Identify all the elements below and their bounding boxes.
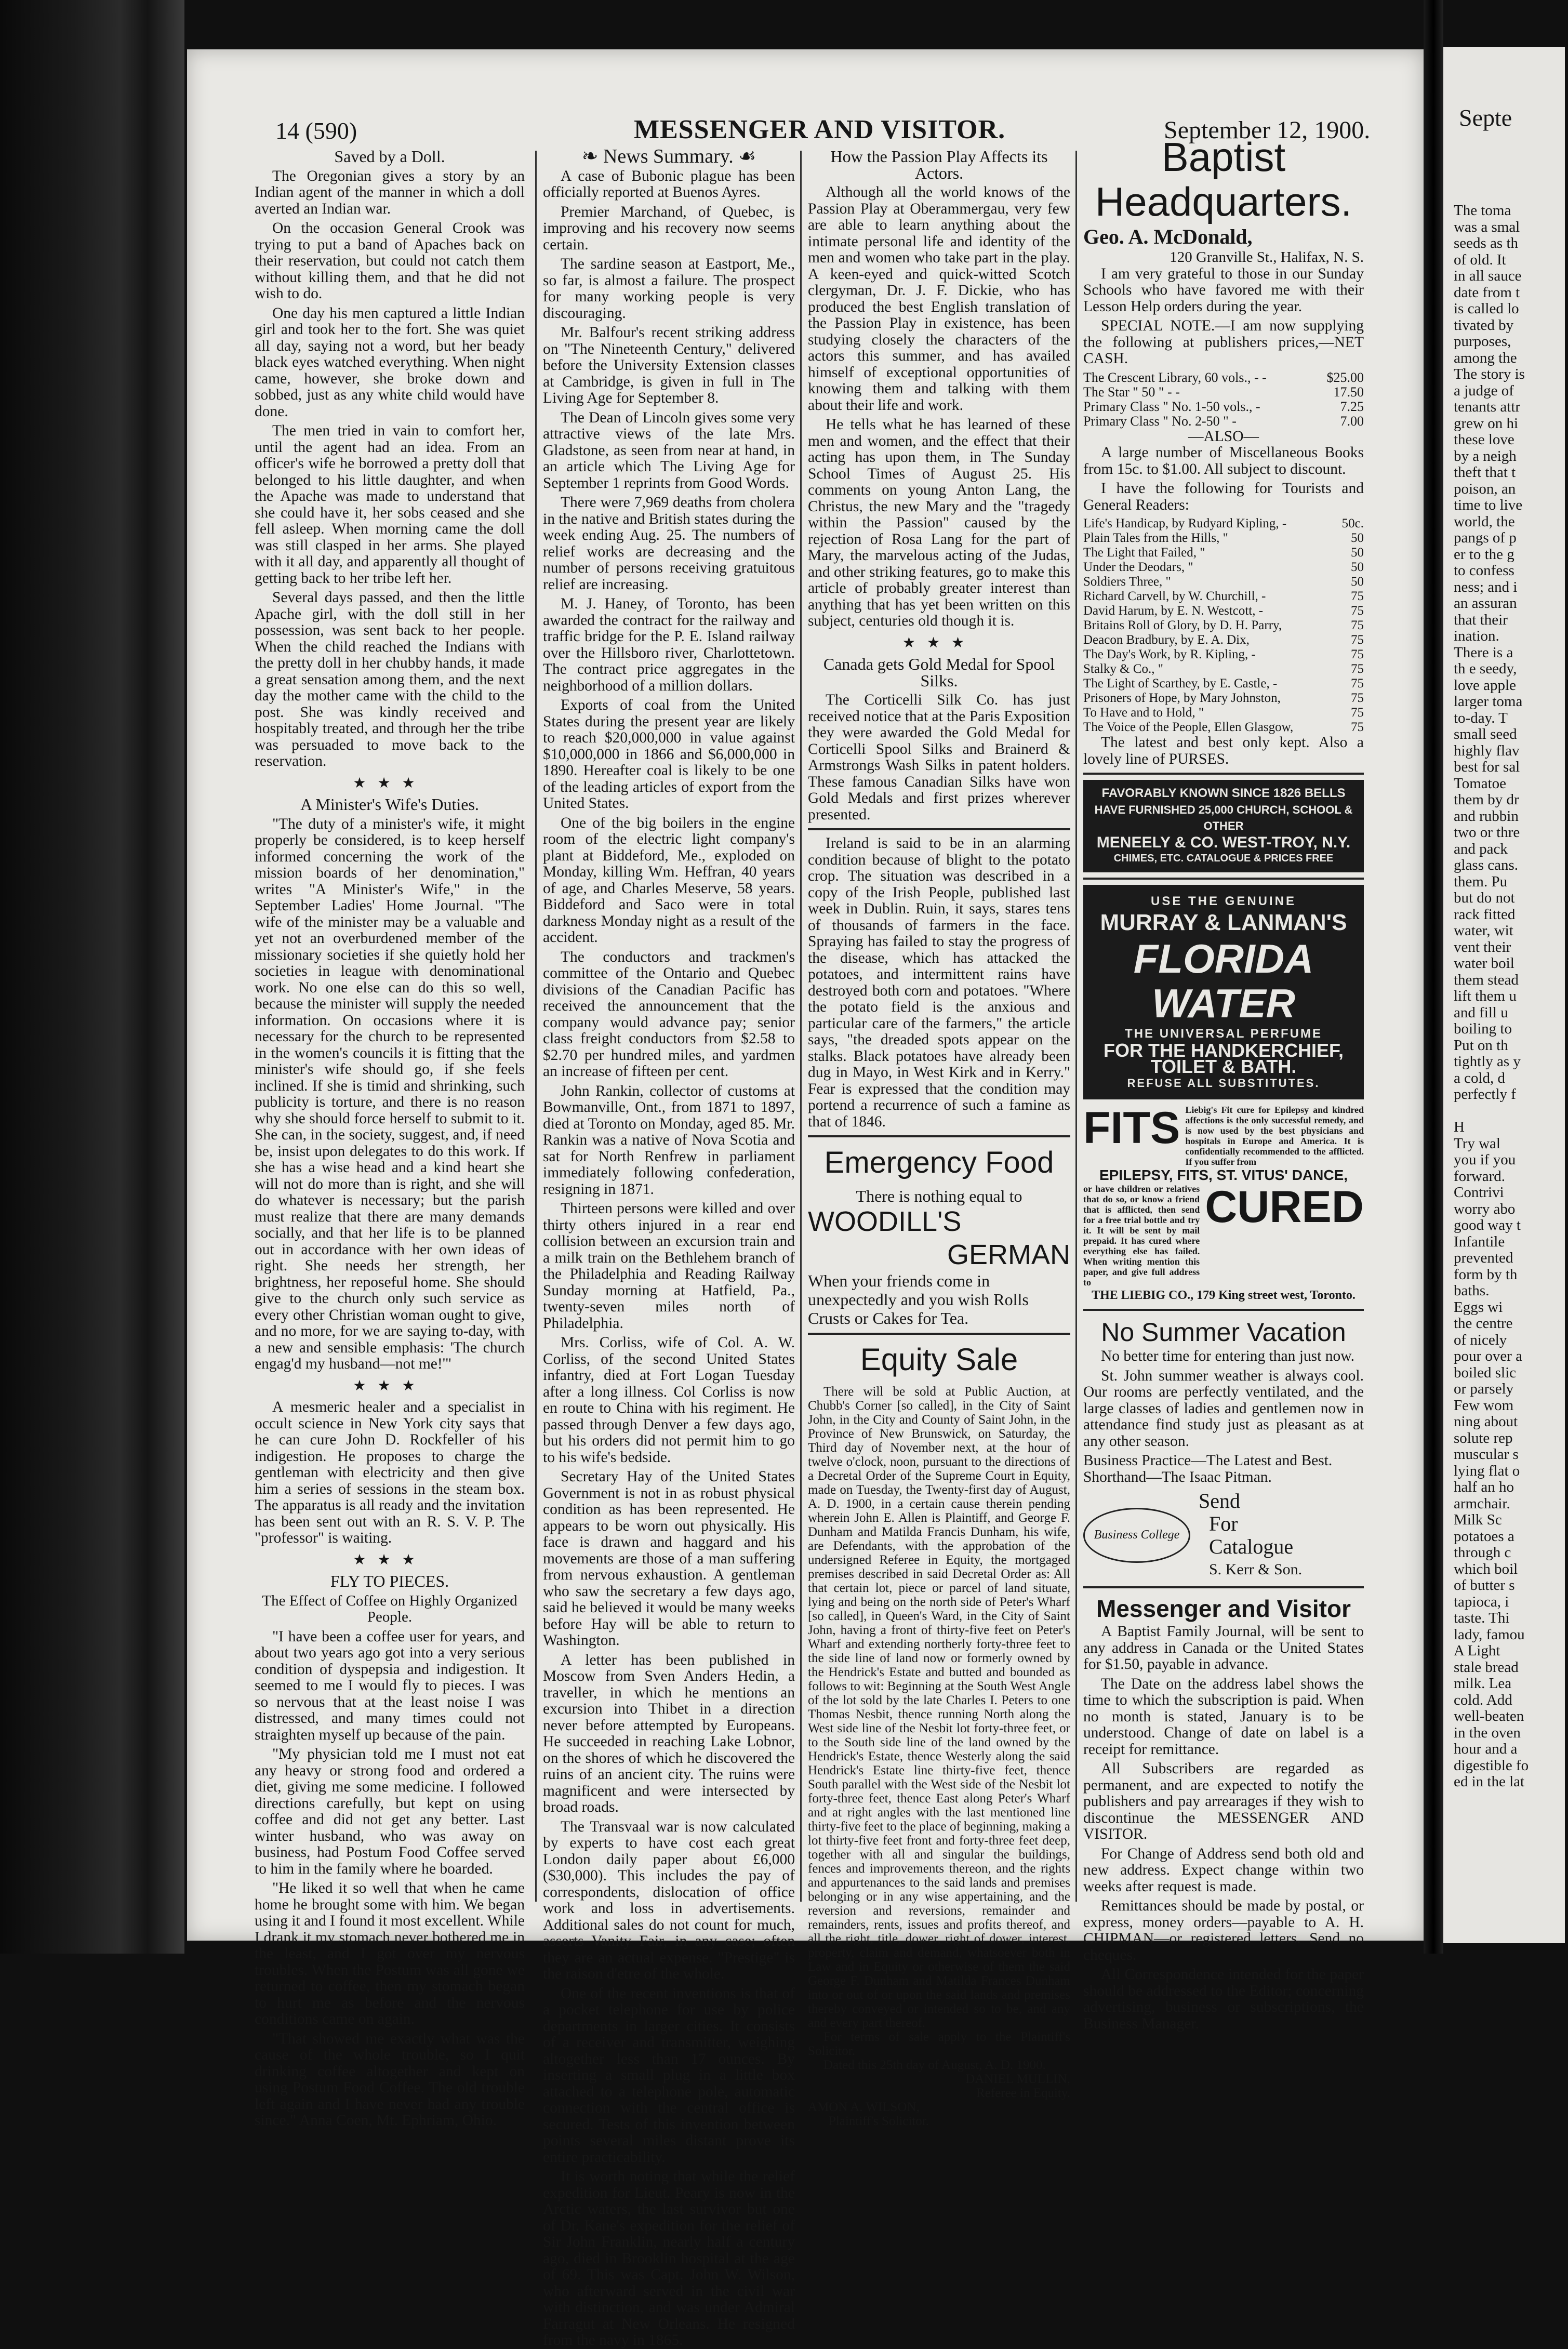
next-page-line: that their [1454,611,1508,628]
book-price: 50 [1351,560,1364,574]
news-item: M. J. Haney, of Toronto, has been awarded the contract for the railway and traffic bridge for the P. E. Island railway over the Hillsboro river, Charlottetown. The contract price aggregates in the neighborhood of a million dollars. [543,595,795,694]
paragraph: A large number of Miscellaneous Books from 15c. to $1.00. All subject to discount. [1083,444,1364,477]
news-item: The Dean of Lincoln gives some very attractive views of the late Mrs. Gladstone, as seen from near at hand, in an article which The Living Age for September 1 reprints from Good Words. [543,409,795,492]
next-page-line: solute rep [1454,1429,1513,1446]
next-page-line: an assuran [1454,595,1517,612]
next-page-line: Few wom [1454,1397,1514,1414]
paragraph: Remittances should be made by postal, or express, money orders—payable to A. H. CHIPMAN—or registered letters. Send no cheques. [1083,1897,1364,1963]
paragraph: A mesmeric healer and a specialist in occult science in New York city says that he can cure John D. Rockfeller of his indigestion. He proposes to charge the gentleman with electricity and then give him a series of sessions in the steam box. The apparatus is all ready and the invitation has been sent out with an R. S. V. P. The "professor" is waiting. [255,1399,525,1546]
issue-date: September 12, 1900. [1164,116,1371,144]
next-page-line: stale bread [1454,1658,1519,1676]
book-title: The Light that Failed, " [1083,546,1205,560]
section-divider: ★★★ [353,775,427,791]
paragraph: Business Practice—The Latest and Best. [1083,1452,1333,1469]
book-row [1083,662,1364,676]
book-row [1083,676,1364,691]
emergency-food-ad [808,1145,1070,1328]
column-2 [543,145,795,2348]
paragraph: Although all the world knows of the Passion Play at Oberammergau, very few are able to learn anything about the intimate personal life and identity of the men and women who take part in the play. A keen-eyed and quick-witted Scotch clergyman, Dr. J. F. Dickie, who has produced the best English translation of the Passion Play in existence, has been studying closely the characters of the actors this summer, and has availed himself of exceptional opportunities of knowing them and talking with them about their life and work. [808,184,1070,414]
next-page-line: milk. Lea [1454,1675,1512,1692]
book-title: The Light of Scarthey, by E. Castle, - [1083,676,1278,691]
next-page-line: two or thre [1454,824,1520,841]
next-page-line: the centre [1454,1315,1513,1332]
price-item: The Crescent Library, 60 vols., - - [1083,369,1267,385]
article-title: Saved by a Doll. [334,147,445,166]
book-price: 75 [1351,706,1364,720]
book-price: 75 [1351,633,1364,647]
bells-ad [1083,780,1364,872]
paragraph: One day his men captured a little Indian girl and took her to the fort. She was quiet all day, saying not a word, but her beady black eyes watched everything. When night came, however, she broke down and sobbed, just as any white child would have done. [255,304,525,420]
fits-ad [1083,1105,1364,1304]
column-3 [808,145,1070,2128]
book-title: Deacon Bradbury, by E. A. Dix, [1083,633,1250,647]
page-number: 14 (590) [275,117,357,144]
book-row [1083,575,1364,589]
price-list [1083,370,1364,429]
next-page-line: water boil [1454,955,1514,972]
next-page-line: is called lo [1454,300,1519,317]
fw-line: REFUSE ALL SUBSTITUTES. [1127,1076,1320,1090]
book-title: Life's Handicap, by Rudyard Kipling, - [1083,516,1287,530]
article-title: Canada gets Gold Medal for Spool Silks. [823,655,1055,690]
next-page-line: tapioca, i [1454,1593,1509,1610]
paragraph: For Change of Address send both old and new address. Expect change within two weeks after request is made. [1083,1845,1364,1895]
ornament-icon: ❧ [581,145,603,167]
next-page-line: a judge of [1454,382,1514,399]
divider [1083,773,1364,775]
paragraph: On the occasion General Crook was trying to put a band of Apaches back on their reservation, but could not catch them without killing them, and that he did not wish to do. [255,220,525,302]
next-page-line: worry abo [1454,1200,1516,1217]
column-4 [1083,134,1364,2032]
next-page-line: H [1454,1119,1465,1135]
book-title: Under the Deodars, " [1083,560,1193,574]
next-page-line: lying flat o [1454,1462,1520,1479]
article-title: A Minister's Wife's Duties. [300,795,479,814]
next-page-line: The story is [1454,366,1525,382]
next-page-line: ination. [1454,628,1499,644]
price-row [1083,400,1364,414]
next-page-line: to confess [1454,562,1514,579]
next-page-line: th e seedy, [1454,660,1517,677]
next-page-line: water, wit [1454,922,1513,939]
next-page-line: or parsely [1454,1381,1514,1397]
paragraph: Several days passed, and then the little Apache girl, with the doll still in her possession, was sent back to her people. When the child reached the Indians with the pretty doll in her chubby hands, it made a great sensation among them, and the next day the mother came with the child to the post. She was kindly received and hospitably treated, and through her the tribe was persuaded to move back to the reservation. [255,589,525,769]
next-page-line: Contrivi [1454,1184,1504,1201]
article-title: How the Passion Play Affects its Actors. [830,147,1048,182]
next-page-line: digestible fo [1454,1757,1529,1774]
book-title: Stalky & Co., " [1083,662,1163,676]
next-page-column [1454,203,1568,1790]
next-page-line: purposes, [1454,333,1511,350]
book-price: 75 [1351,618,1364,632]
price-value: $25.00 [1326,369,1364,385]
next-page-line: theft that t [1454,464,1516,481]
next-page-line: boiling to [1454,1020,1512,1037]
paragraph: Shorthand—The Isaac Pitman. [1083,1468,1272,1485]
next-page-line: highly flav [1454,742,1520,759]
ad-line: There is nothing equal to [856,1187,1022,1205]
paragraph: Ireland is said to be in an alarming condition because of blight to the potato crop. The situation was described in a copy of the Irish People, published last week in Dublin. Ruin, it says, stares tens of thousands of farmers in the face. Spraying has failed to stay the progress of the disease, which has attacked the potatoes, and intermittent rains have destroyed both corn and potatoes. "Where the potato field is the anxious and particular care of the farmers," the article says, "the dreaded spots appear on the stalks. Black potatoes have already been dug in Mayo, in West Kirk and in Kerry." Fear is expressed that the condition may portend a recurrence of such a famine as that of 1846. [808,835,1070,1130]
next-page-line: cold. Add [1454,1691,1512,1708]
solicitor-name: AMON A. WILSON, [808,2100,920,2114]
next-page-line: in all sauce [1454,268,1522,284]
price-value: 7.25 [1340,399,1364,414]
next-page-line: form by th [1454,1266,1518,1283]
next-page-line: baths. [1454,1282,1490,1299]
book-price: 75 [1351,720,1364,734]
next-page-line: poison, an [1454,480,1516,497]
next-page-line: forward. [1454,1167,1506,1185]
paragraph: St. John summer weather is always cool. Our rooms are perfectly ventilated, and the large classes of ladies and gentlemen now in attendance find study just as pleasant as at any other season. [1083,1367,1364,1450]
news-item: Thirteen persons were killed and over thirty others injured in a rear end collision between an excursion train and a milk train on the Bethlehem branch of the Philadelphia and Reading Railway Sunday morning at Hatfield, Pa., twenty-seven miles north of Philadelphia. [543,1200,795,1332]
next-page-line: prevented [1454,1250,1513,1266]
section-title: ❧ News Summary. ☙ [581,145,756,167]
next-page-line: them by dr [1454,791,1519,808]
book-row [1083,546,1364,560]
section-divider: ★★★ [353,1551,427,1568]
book-price: 50 [1351,546,1364,560]
price-item: The Star " 50 " - - [1083,384,1180,400]
merchant-name: Geo. A. McDonald, [1083,225,1253,248]
news-item: The Transvaal war is now calculated by experts to have cost each great London daily paper about £6,000 ($30,000). This includes the pay of correspondents, dislocation of office work and loss in advertisements. Additional sales do not count for much, asserts Vanity Fair, in any case; often they are an actual expense. "Prestige" is the raison d'etre of the whole. [543,1818,795,1982]
next-page-line: Infantile [1454,1233,1505,1250]
paragraph: All Correspondence intended for the paper should be addressed to the Editor; concerning advertising, business or subscriptions, the Business Manager. [1083,1966,1364,2032]
paragraph: "He liked it so well that when he came home he brought some with him. We began using it and I found it most excellent. While I drank it my stomach never bothered me in the least, and I got over my nervous troubles. When the Postum was all gone we returned to coffee, then my stomach began to hurt me as before and the nervous conditions came on again. [255,1880,525,2027]
next-page-line: to-day. T [1454,709,1508,726]
fw-product: FLORIDA [1133,936,1314,981]
next-page-line: seeds as th [1454,235,1519,251]
paragraph: I have the following for Tourists and General Readers: [1083,480,1364,513]
next-page-line: and fill u [1454,1004,1508,1021]
next-page-line: tenants attr [1454,399,1521,415]
ad-headline: Baptist [1161,134,1286,180]
fits-text: or have children or relatives that do so, or know a friend that is afflicted, then send for a free trial bottle and try it. It will be sent by mail prepaid. It has cured where everything else has failed. When writing mention this paper, and give full address to [1083,1183,1200,1288]
next-page-line: world, the [1454,513,1515,530]
business-college-logo: Business College [1083,1508,1190,1563]
vacation-title: No Summer Vacation [1101,1318,1346,1347]
book-row [1083,647,1364,662]
ad-line: When your friends come in unexpectedly and you wish Rolls Crusts or Cakes for Tea. [808,1271,1029,1328]
next-page-line: these love [1454,431,1514,448]
next-page-line: best for sal [1454,759,1520,775]
paragraph: No better time for entering than just now. [1101,1348,1354,1364]
equity-terms: For terms of sale apply to the Plaintiff's Solicitor. [808,2029,1070,2058]
book-price: 75 [1351,647,1364,661]
book-title: To Have and to Hold, " [1083,706,1204,720]
book-price: 75 [1351,662,1364,676]
next-page-line: hour and a [1454,1741,1518,1757]
ad-brand: WOODILL'S [808,1205,962,1237]
paragraph: The Date on the address label shows the time to which the subscription is paid. When no month is stated, January is to be understood. Change of date on label is a receipt for remittance. [1083,1675,1364,1758]
paragraph: All Subscribers are regarded as permanent, and are expected to notify the publishers and pay arrearages if they wish to discontinue the MESSENGER AND VISITOR. [1083,1760,1364,1842]
mv-title: Messenger and Visitor [1096,1595,1351,1622]
next-page-line: boiled slic [1454,1364,1517,1381]
news-item: Exports of coal from the United States during the present year are likely to reach $20,000,000 in value against $10,000,000 in 1866 and $6,000,000 in 1890. Hereafter coal is likely to be one of the leading articles of export from the United States. [543,697,795,812]
next-page-line: time to live [1454,497,1523,513]
article-subtitle: The Effect of Coffee on Highly Organized People. [262,1592,517,1625]
next-page-line: Milk Sc [1454,1511,1502,1528]
next-page-line: potatoes a [1454,1528,1514,1545]
next-page-line: Put on th [1454,1037,1508,1054]
bells-line: MENEELY & CO. WEST-TROY, N.Y. [1096,833,1351,851]
next-page-line: glass cans. [1454,857,1519,873]
book-row [1083,720,1364,735]
divider [808,1333,1070,1335]
ad-title: Emergency Food [824,1146,1054,1179]
next-page-line: well-beaten [1454,1708,1524,1724]
news-item: John Rankin, collector of customs at Bowmanville, Ont., from 1871 to 1897, died at Toronto on Monday, aged 85. Mr. Rankin was a native of Nova Scotia and sat for North Renfrew in parliament immediately following confederation, resigning in 1871. [543,1082,795,1198]
fits-cured: CURED [1205,1182,1364,1232]
column-1 [255,145,525,2129]
book-row [1083,618,1364,633]
section-divider: ★★★ [353,1377,427,1394]
next-page-header: Septe [1459,104,1512,131]
book-row [1083,516,1364,531]
next-page-line: a cold, d [1454,1069,1506,1086]
price-value: 17.50 [1333,384,1364,400]
book-title: Soldiers Three, " [1083,575,1171,589]
next-page-line: pangs of p [1454,529,1517,546]
bells-line: CHIMES, ETC. CATALOGUE & PRICES FREE [1113,853,1334,864]
price-row [1083,385,1364,400]
book-price: 50c. [1341,516,1364,530]
book-row [1083,531,1364,546]
referee-title: Referee in Equity. [976,2086,1070,2100]
next-page-line: date from t [1454,284,1520,301]
next-page-line: Try wal [1454,1135,1500,1152]
divider [808,828,1070,830]
book-title: Richard Carvell, by W. Churchill, - [1083,589,1266,603]
next-page-line: of nicely [1454,1331,1507,1348]
next-page-line: by a neigh [1454,447,1517,465]
book-binding [0,0,184,1954]
divider [1083,1586,1364,1588]
ornament-icon: ☙ [733,145,756,167]
next-page-line: tightly as y [1454,1053,1521,1070]
next-page-line: grew on hi [1454,415,1519,432]
masthead: MESSENGER AND VISITOR. [634,115,1006,144]
next-page-line: larger toma [1454,693,1523,710]
column-rule [535,151,537,1902]
book-row [1083,604,1364,618]
fits-text: Liebig's Fit cure for Epilepsy and kindred affections is the only successful remedy, and is now used by the best physicians and hospitals in Europe and America. It is confidentially recommended to the afflicted. If you suffer from [1185,1105,1364,1167]
next-page-line: half an ho [1454,1479,1514,1495]
paragraph: I am very grateful to those in our Sunday Schools who have favored me with their Lesson Help orders during the year. [1083,265,1364,315]
merchant-address: 120 Granville St., Halifax, N. S. [1170,249,1364,266]
price-row [1083,414,1364,429]
next-page-line: ness; and i [1454,578,1518,595]
fits-conditions: EPILEPSY, FITS, ST. VITUS' DANCE, [1099,1167,1348,1183]
florida-water-ad [1083,885,1364,1100]
also-label: —ALSO— [1188,428,1259,445]
next-page-line: ning about [1454,1413,1518,1430]
next-page-line: The toma [1454,202,1511,219]
next-page-line [1454,1103,1568,1120]
book-title: David Harum, by E. N. Westcott, - [1083,604,1264,618]
next-page-line: lady, famou [1454,1626,1525,1643]
equity-sale-notice: There will be sold at Public Auction, at Chubb's Corner [so called], in the City of Saint John, in the City and County of Saint John, in the Province of New Brunswick, on Saturday, the Third day of November next, at the hour of twelve o'clock, noon, pursuant to the directions of a Decretal Order of the Supreme Court in Equity, made on Tuesday, the Twenty-first day of August, A. D. 1900, in a certain cause therein pending wherein John E. Allen is Plaintiff, and George F. Dunham and Matilda Francis Dunham, his wife, are Defendants, with the approbation of the undersigned Referee in Equity, the mortgaged premises described in said Decretal Order as: All that certain lot, piece or parcel of land situate, lying and being on the north side of Peter's Wharf [so called], in Queen's Ward, in the City of Saint John, having a front of thirty-five feet on Peter's Wharf and extending northerly forty-three feet to the side line of land now or formerly owned by the Hendrick's Estate and butted and bounded as follows to wit: Beginning at the South West Angle of the lot sold by the late Charles I. Peters to one Thomas Nesbit, thence running North along the West side line of the Nesbit lot forty-three feet, or to the South side line of the land owned by the Hendrick's Estate, thence Westerly along the said Hendrick's Estate line thirty-five feet, thence South parallel with the West side of the Nesbit lot forty-three feet, thence East along Peter's Wharf and at right angles with the last mentioned line thirty-five feet to the place of beginning, making a lot thirty-five feet front and forty-three feet deep, together with all and singular the buildings, fences and improvements thereon, and the rights and appurtenances to the said lands and premises belonging or in any wise appertaining, and the reversion and reversions, remainder and remainders, rents, issues and profits thereof, and all the right, title, dower, right of dower, interest, property, claim and demand, whatsoever both in Law and in Equity or otherwise of them the said George F. Dunham and Matilda Frances Dunham into or out of or upon the said lands and premises thereby conveyed or intended so to be, and any and every part thereof. [808,1384,1070,2030]
divider [808,1135,1070,1137]
next-page-line: Tomatoe [1454,775,1507,792]
news-item: There were 7,969 deaths from cholera in the native and British states during the week ending Aug. 25. The numbers of relief works are decreasing and the number of persons receiving gratuitous relief are increasing. [543,494,795,593]
section-divider: ★★★ [902,634,976,651]
book-title: Britains Roll of Glory, by D. H. Parry, [1083,618,1282,632]
divider [1083,1309,1364,1311]
paragraph: The latest and best only kept. Also a lovely line of PURSES. [1083,734,1364,767]
next-page-line: in the oven [1454,1724,1521,1741]
book-price: 75 [1351,604,1364,618]
paragraph: "That showed me exactly what was the cause of the whole trouble, so I quit drinking coffee altogether and kept on using Postum Food Coffee. The old trouble left again and I have never had any trouble since." Anna Coen, Mt. Ephriam, Ohio. [255,2030,525,2129]
paragraph: "I have been a coffee user for years, and about two years ago got into a very serious condition of dyspepsia and indigestion. It seemed to me I would fly to pieces. I was so nervous that at the least noise I was distressed, and many times could not straighten myself up because of the pain. [255,1628,525,1743]
next-page-line: Eggs wi [1454,1298,1503,1316]
next-page-line: There is a [1454,644,1513,661]
kerr-label: S. Kerr & Son. [1209,1561,1303,1578]
next-page-line: ed in the lat [1454,1773,1525,1790]
price-item: Primary Class " No. 1-50 vols., - [1083,399,1260,414]
next-page-line: love apple [1454,676,1516,694]
paragraph: "My physician told me I must not eat any heavy or strong food and ordered a diet, giving me some medicine. I followed directions carefully, but kept on using coffee and did not get any better. Last winter husband, who was away on business, had Postum Food Coffee served to him in the family where he boarded. [255,1746,525,1877]
book-row [1083,706,1364,720]
ad-brand: GERMAN [947,1239,1070,1270]
next-page-line: pour over a [1454,1348,1523,1364]
next-page-line: taste. Thi [1454,1610,1510,1626]
next-page-line: of butter s [1454,1577,1515,1594]
paragraph: "The duty of a minister's wife, it might properly be considered, is to keep herself informed concerning the work of the mission boards of her denomination," writes "A Minister's Wife," in the September Ladies' Home Journal. "The wife of the minister may be a valuable and yet not an overburdened member of the missionary societies if she quietly hold her societies in league with denominational work. No one else can do this so well, because the minister will supply the needed information. On occasions where it is necessary for the church to be represented in the women's councils it is fitting that the minister's wife should go, if she feels inclined. If she is timid and shrinking, such publicity is torture, and there is no reason why she should force herself to submit to it. She can, in the society, suggest, and, if need be, insist upon delegates to do this work. If she has a wise head and a kind heart she will not do more than is right, and she will do whatever is necessary; but the parish must realize that there are many demands socially, and that her life is to be planned out in accordance with her own ideas of right. She needs her strength, her brightness, her reposeful home. She should give to the church only such service as every other Christian woman ought to give, and no more, for we are saying to-day, with a new and sensible emphasis: 'The church engag'd my husband—not me!'" [255,815,525,1372]
book-price: 75 [1351,676,1364,691]
bells-line: FAVORABLY KNOWN SINCE 1826 BELLS [1101,786,1346,800]
paragraph: The Corticelli Silk Co. has just received notice that at the Paris Exposition they were awarded the Gold Medal for Corticelli Spool Silks and Brainerd & Armstrongs Wash Silks in patent holders. These famous Canadian Silks have won Gold Medals and first prizes wherever presented. [808,692,1070,823]
bells-line: HAVE FURNISHED 25,000 CHURCH, SCHOOL & OTHER [1094,803,1353,832]
referee-name: DANIEL MULLIN, [965,2072,1070,2086]
next-page-line: perfectly f [1454,1086,1516,1103]
fw-brand: MURRAY & LANMAN'S [1100,910,1347,935]
equity-dated: Dated this 25th day of August, A. D. 1900. [823,2058,1046,2072]
fw-line: USE THE GENUINE [1150,894,1297,908]
article-title: FLY TO PIECES. [330,1572,449,1590]
paragraph: He tells what he has learned of these men and women, and the effect that their acting has upon them, in The Sunday School Times of August 25. His comments on young Anton Lang, the Christus, the new Mary and the "tragedy within the Passion" caused by the rejection of Rosa Lang for the part of Mary, the marvelous acting of the Judas, and other striking features, go to make this article of probably greater interest than anything that has yet been written on this subject, centuries old though it is. [808,416,1070,629]
next-page-line: small seed [1454,726,1517,742]
book-title: The Day's Work, by R. Kipling, - [1083,647,1256,661]
news-item: One of the big boilers in the engine room of the electric light company's plant at Biddeford, Me., exploded on Monday, killing Wm. Heffran, 40 years of age, and Charles Meserve, 58 years. Biddeford and Saco were in total darkness Monday night as a result of the accident. [543,814,795,946]
news-item: The sardine season at Eastport, Me., so far, is almost a failure. The prospect for many working people is very discouraging. [543,256,795,322]
next-page-line: among the [1454,349,1517,366]
divider [1083,878,1364,880]
fw-product: WATER [1152,980,1295,1026]
solicitor-title: Plaintiff's Solicitor. [829,2114,929,2128]
book-title: Prisoners of Hope, by Mary Johnston, [1083,691,1281,705]
next-page-line: which boil [1454,1560,1518,1577]
next-page-line: and rubbin [1454,807,1519,825]
catalogue-label: Catalogue [1209,1535,1294,1558]
news-item: It is worth noting that while the relief expedition for Lieut. Peary is now in the Arctic waters, the last survivor but one of Dr. Kane's expedition for the relief of Sir John Franklin, nearly half a century ago, died in Brooklin hospital at the age of 69. This was Capt. John W. Wilson, who afterward served in the civil war with distinction, and was under Admiral Farragut at New Orleans. He resigned from the navy in 1865. [543,2168,795,2348]
price-item: Primary Class " No. 2-50 " - [1083,413,1237,429]
fw-line: FOR THE HANDKERCHIEF, [1103,1039,1344,1061]
book-price: 50 [1351,531,1364,545]
fits-headline: FITS [1083,1103,1180,1153]
book-row [1083,589,1364,604]
paragraph: A Baptist Family Journal, will be sent to any address in Canada or the United States for $1.50, payable in advance. [1083,1623,1364,1673]
news-item: Premier Marchand, of Quebec, is improving and his recovery now seems certain. [543,203,795,253]
fw-line: TOILET & BATH. [1150,1056,1297,1077]
news-item: A letter has been published in Moscow from Sven Anders Hedin, a traveller, in which he mentions an excursion into Thibet in a direction never before attempted by Europeans. He succeeded in reaching Lake Lobnor, on the shores of which he discovered the ruins of an ancient city. The ruins were magnificent and were intersected by broad roads. [543,1651,795,1815]
fw-line: THE UNIVERSAL PERFUME [1125,1027,1322,1041]
next-page-line: through c [1454,1544,1511,1561]
next-page-line: but do not [1454,890,1515,906]
next-page-line: A Light [1454,1642,1500,1659]
next-page-line: lift them u [1454,988,1517,1004]
next-page-line: them stead [1454,971,1519,988]
news-item: Mrs. Corliss, wife of Col. A. W. Corliss, of the second United States infantry, died at Fort Logan Tuesday after a long illness. Col Corliss is now en route to China with his regiment. He passed through Denver a few days ago, but his orders did not permit him to go to his wife's bedside. [543,1334,795,1466]
next-page-line: tivated by [1454,316,1514,334]
next-page-line: you if you [1454,1151,1516,1168]
book-title: Plain Tales from the Hills, " [1083,531,1228,545]
paragraph: The Oregonian gives a story by an Indian agent of the manner in which a doll averted an Indian war. [255,167,525,217]
price-value: 7.00 [1340,413,1364,429]
news-item: Secretary Hay of the United States Government is not in as robust physical condition as has been represented. He appears to be worn out physically. His face is drawn and haggard and his movements are those of a man suffering from nervous exhaustion. A gentleman who saw the secretary a few days ago, said he believed it would be many weeks before Hay will be able to return to Washington. [543,1468,795,1649]
book-price: 50 [1351,575,1364,589]
paragraph: SPECIAL NOTE.—I am now supplying the following at publishers prices,—NET CASH. [1083,317,1364,367]
book-list [1083,516,1364,735]
next-page-edge [1443,47,1565,1943]
book-price: 75 [1351,589,1364,603]
book-row [1083,633,1364,647]
ad-headline: Headquarters. [1095,179,1352,224]
next-page-line: muscular s [1454,1446,1519,1463]
news-item: Mr. Balfour's recent striking address on "The Nineteenth Century," delivered before the University Extension classes at Cambridge, is given in full in The Living Age for September 8. [543,324,795,406]
fits-company: THE LIEBIG CO., 179 King street west, Toronto. [1092,1288,1356,1302]
send-label: Send [1199,1489,1240,1512]
book-row [1083,560,1364,575]
next-page-line: was a smal [1454,218,1520,235]
next-page-line: armchair. [1454,1495,1510,1512]
book-price: 75 [1351,691,1364,705]
equity-sale-title: Equity Sale [860,1342,1018,1377]
next-page-line: of old. It [1454,251,1506,268]
next-page-line: and pack [1454,840,1508,857]
book-title: The Voice of the People, Ellen Glasgow, [1083,720,1294,734]
next-page-line: them. Pu [1454,873,1508,890]
paragraph: The men tried in vain to comfort her, until the agent had an idea. From an officer's wife he borrowed a pretty doll that belonged to his little daughter, and when the Apache was made to understand that she could have it, her sobs ceased and she fell asleep. When morning came the doll was still clasped in her arms. She played with it all day, and apparently all thought of getting back to her tribe left her. [255,422,525,587]
price-row [1083,370,1364,385]
next-page-line: er to the g [1454,546,1514,563]
page-gutter [1424,0,1443,1954]
book-row [1083,691,1364,706]
next-page-line: rack fitted [1454,906,1516,923]
column-rule [800,151,802,1902]
for-label: For [1209,1512,1238,1535]
news-item: One of the recent inventions is that of a pocket telephone for use by police departments in larger cities. It consists of a receiver and transmitter, weighing altogether less than 17 ounces. By inserting a small plug in a little box attached to a telephone pole, automatic connection with the central office is secured. Tests of this invention between points several miles distant prove its entire practicability. [543,1985,795,2166]
news-item: A case of Bubonic plague has been officially reported at Buenos Ayres. [543,167,795,201]
next-page-line: good way t [1454,1217,1521,1233]
news-item: The conductors and trackmen's committee of the Ontario and Quebec divisions of the Canadian Pacific has received the announcement that the company would advance pay; senior class freight conductors from $2.58 to $2.70 per hundred miles, and yardmen an increase of fifteen per cent. [543,948,795,1080]
next-page-line: vent their [1454,938,1511,955]
column-rule [1075,151,1077,1902]
